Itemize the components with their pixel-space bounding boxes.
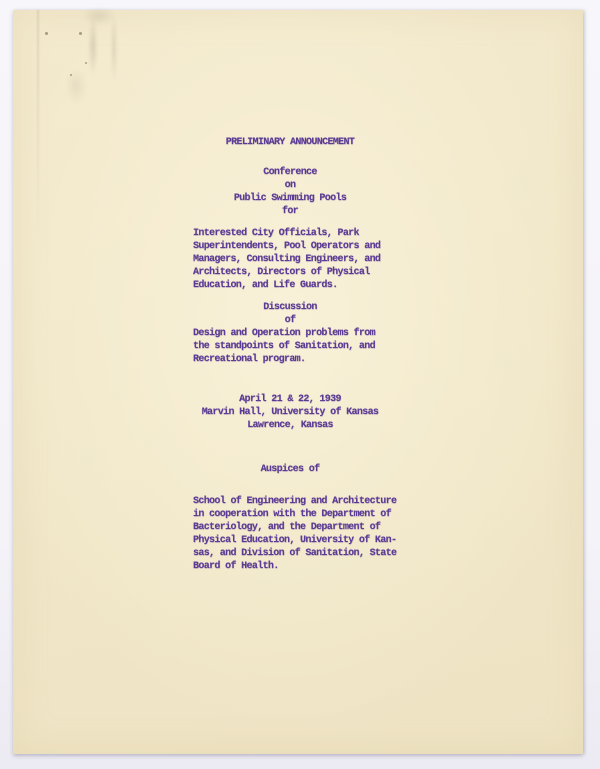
text-line: Marvin Hall, University of Kansas bbox=[201, 407, 379, 418]
text-line: Lawrence, Kansas bbox=[247, 420, 333, 431]
auspices-heading bbox=[193, 463, 387, 476]
paper-crease bbox=[37, 10, 39, 270]
text-line: Physical Education, University of Kan- bbox=[193, 535, 397, 546]
date-location bbox=[193, 393, 387, 432]
text-line: Bacteriology, and the Department of bbox=[193, 522, 381, 533]
text-line: April 21 & 22, 1939 bbox=[239, 394, 341, 405]
text-line: the standpoints of Sanitation, and bbox=[193, 341, 375, 352]
text-line: Education, and Life Guards. bbox=[193, 280, 338, 291]
audience-paragraph bbox=[193, 227, 387, 292]
text-line: Design and Operation problems from bbox=[193, 328, 375, 339]
text-line: Public Swimming Pools bbox=[233, 193, 347, 204]
text-line: School of Engineering and Architecture bbox=[193, 496, 397, 507]
text-line: Discussion bbox=[263, 302, 317, 313]
ink-speck bbox=[70, 74, 72, 76]
text-line: on bbox=[284, 180, 296, 191]
smudge-stain bbox=[51, 8, 141, 118]
auspices-paragraph bbox=[193, 495, 397, 573]
text-line: sas, and Division of Sanitation, State bbox=[193, 548, 397, 559]
text-line: in cooperation with the Department of bbox=[193, 509, 391, 520]
text-line: Recreational program. bbox=[193, 354, 306, 365]
ink-speck bbox=[85, 62, 87, 64]
text-line: of bbox=[284, 315, 296, 326]
text-line: PRELIMINARY ANNOUNCEMENT bbox=[225, 137, 355, 148]
discussion-paragraph bbox=[193, 327, 387, 366]
ink-speck bbox=[45, 32, 48, 35]
conference-heading bbox=[193, 166, 387, 218]
text-line: Auspices of bbox=[260, 464, 320, 475]
text-line: Conference bbox=[263, 167, 317, 178]
text-line: for bbox=[281, 206, 299, 217]
document-page bbox=[13, 10, 583, 754]
ink-speck bbox=[79, 32, 82, 35]
text-line: Board of Health. bbox=[193, 561, 279, 572]
text-line: Superintendents, Pool Operators and bbox=[193, 241, 381, 252]
text-line: Interested City Officials, Park bbox=[193, 228, 359, 239]
text-line: Managers, Consulting Engineers, and bbox=[193, 254, 381, 265]
text-line: Architects, Directors of Physical bbox=[193, 267, 370, 278]
discussion-heading bbox=[193, 301, 387, 327]
document-title bbox=[193, 136, 387, 149]
